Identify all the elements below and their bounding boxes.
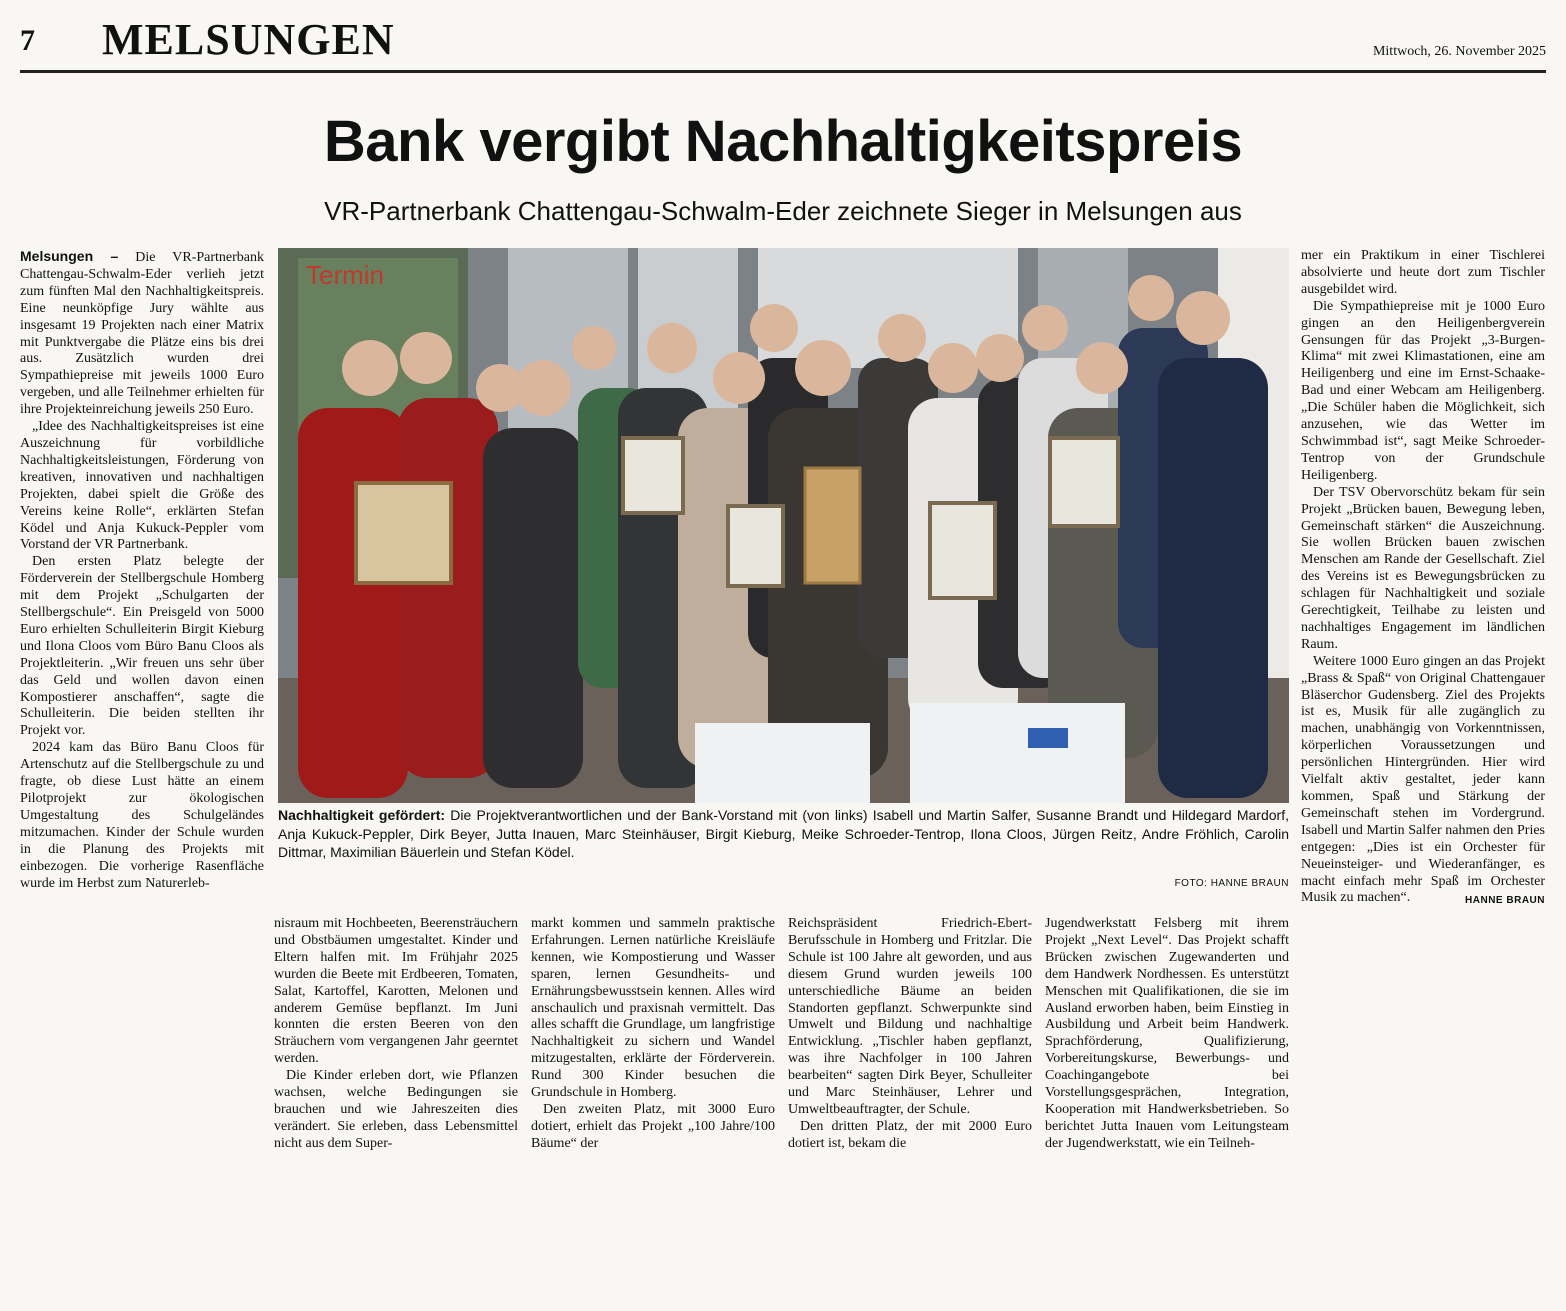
article-paragraph: Die Kinder erleben dort, wie Pflanzen wachsen, welche Bedingungen sie brauchen und wie Jahreszeiten dies verändert. Sie erleben, dass Lebensmittel nicht aus dem Super- xyxy=(274,1068,518,1151)
article-paragraph: Weitere 1000 Euro gingen an das Projekt „Brass & Spaß“ von Original Chattengauer Bläserchor Gudensberg. Ziel des Projekts ist es, Musik für alle zugänglich zu machen, unabhängig von Vorkenntnissen, körperlichen Voraussetzungen und persönlichen Hintergründen. Hier wird Vielfalt aktiv gestaltet, jeder kann kommen, Spaß und Stärkung der Gemeinschaft stehen im Vordergrund. Isabell und Martin Salfer nahmen den Pries entgegen: „Dies ist ein Orchester für Neueinsteiger- und Wiederanfänger, es macht einfach mehr Spaß im Orchester Musik zu machen“. HANNE BRAUN xyxy=(1301,654,1545,908)
article-column-4 xyxy=(788,916,1032,1290)
article-paragraph: Den dritten Platz, der mit 2000 Euro dotiert ist, bekam die xyxy=(788,1118,1032,1151)
article-paragraph: mer ein Praktikum in einer Tischlerei absolvierte und heute dort zum Tischler ausgebildet wird. xyxy=(1301,248,1545,297)
article-column-1 xyxy=(20,248,264,1290)
article-paragraph: Reichspräsident Friedrich-Ebert- Berufsschule in Homberg und Fritzlar. Die Schule ist 100 Jahre alt geworden, und aus diesem Grund wurden jeweils 100 unterschiedliche Bäume an beiden Standorten gepflanzt. Schwerpunkte sind Umwelt und Bildung und nachhaltige Entwicklung. „Tischler haben gepflanzt, was ihre Nachfolger in 100 Jahren bearbeiten“ sagten Dirk Beyer, Schulleiter und Marc Steinhäuser, Lehrer und Umweltbeauftragter, der Schule. xyxy=(788,916,1032,1117)
group-photo-illustration xyxy=(278,248,1289,803)
group-photo xyxy=(278,248,1289,803)
masthead-rule xyxy=(20,70,1546,73)
caption-lead: Nachhaltigkeit gefördert: xyxy=(278,807,446,823)
article-column-3 xyxy=(531,916,775,1290)
photo-credit: FOTO: HANNE BRAUN xyxy=(1174,878,1289,889)
article-column-5 xyxy=(1045,916,1289,1290)
section-title: MELSUNGEN xyxy=(102,15,395,64)
article-paragraph: Melsungen – Die VR-Partnerbank Chattengau-Schwalm-Eder verlieh jetzt zum fünften Mal den Nachhaltigkeitspreis. Eine neunköpfige Jury wählte aus insgesamt 19 Projekten nach einer Matrix mit Punktvergabe die Plätze eins bis drei aus. Zusätzlich wurden drei Sympathiepreise mit jeweils 1000 Euro vergeben, und alle Teilnehmer erhielten für ihre Projekteinreichung jeweils 250 Euro. xyxy=(20,248,264,418)
article-paragraph: nisraum mit Hochbeeten, Beerensträuchern und Obstbäumen umgestaltet. Kinder und Eltern halfen mit. Im Frühjahr 2025 wurden die Beete mit Erdbeeren, Tomaten, Salat, Kartoffel, Karotten, Melonen und anderem Gemüse bepflanzt. Im Juni konnten die ersten Beeren von den Sträuchern vom vergangenen Jahr geerntet werden. xyxy=(274,916,518,1067)
article-paragraph: Der TSV Obervorschütz bekam für sein Projekt „Brücken bauen, Bewegung leben, Gemeinschaft stärken“ die Auszeichnung. Sie wollen Brücken bauen zwischen Menschen am Rande der Gesellschaft. Ziel des Vereins ist es Bewegungsbrücken zu schlagen für Nachhaltigkeit und soziale Gerechtigkeit, Teilhabe zu leisten und nachhaltiges Engagement im ländlichen Raum. xyxy=(1301,484,1545,652)
article-paragraph: 2024 kam das Büro Banu Cloos für Artenschutz auf die Stellbergschule zu und fragte, ob diese Lust hätte an einem Pilotprojekt zur ökologischen Umgestaltung des Schulgeländes mitzumachen. Kinder der Schule wurden in die Planung des Projekts mit einbezogen. Die vorherige Rasenfläche wurde im Herbst zum Naturerleb- xyxy=(20,740,264,891)
article-paragraph: Den ersten Platz belegte der Förderverein der Stellbergschule Homberg mit dem Projekt „Schulgarten der Stellbergschule“. Ein Preisgeld von 5000 Euro erhielten Schulleiterin Birgit Kieburg und Ilona Cloos vom Büro Banu Cloos als Projektleiterin. „Wir freuen uns sehr über das Geld und wollen davon einen Kompostierer anschaffen“, sagte die Schulleiterin. Die beiden stellten ihr Projekt vor. xyxy=(20,554,264,739)
article-column-6 xyxy=(1301,248,1545,1290)
author-byline: HANNE BRAUN xyxy=(1465,895,1545,907)
article-column-2 xyxy=(274,916,518,1290)
gift-box xyxy=(695,723,870,803)
issue-date: Mittwoch, 26. November 2025 xyxy=(1372,44,1546,59)
photo-sign-text: Termin xyxy=(306,260,385,290)
article-paragraph: Den zweiten Platz, mit 3000 Euro dotiert, erhielt das Projekt „100 Jahre/100 Bäume“ der xyxy=(531,1101,775,1151)
article-paragraph: markt kommen und sammeln praktische Erfahrungen. Lernen natürliche Kreisläufe kennen, wie Kompostierung und Wasser sparen, lernen Gesundheits- und Ernährungsbewusstsein kennen. Alles wird anschaulich und praxisnah vermittelt. Das alles schafft die Grundlage, um langfristige Nachhaltigkeit zu sichern und Wandel mitzugestalten, erklärte der Förderverein. Rund 300 Kinder besuchen die Grundschule in Homberg. xyxy=(531,916,775,1101)
article-paragraph: Jugendwerkstatt Felsberg mit ihrem Projekt „Next Level“. Das Projekt schafft Brücken zwischen Zugewanderten und dem Handwerk Nordhessen. Es unterstützt Menschen mit Qualifikationen, die sie im Ausland erworben haben, beim Einstieg in Ausbildung und Arbeit beim Handwerk. Sprachförderung, Qualifizierung, Vorbereitungskurse, Bewerbungs- und Coachingangebote bei Vorstellungsgesprächen, Integration, Kooperation mit Handwerksbetrieben. So berichtet Jutta Inauen vom Leitungsteam der Jugendwerkstatt, wie ein Teilneh- xyxy=(1045,916,1289,1151)
headline: Bank vergibt Nachhaltigkeitspreis xyxy=(323,109,1243,174)
article-paragraph: „Idee des Nachhaltigkeitspreises ist eine Auszeichnung für vorbildliche Nachhaltigkeitsleistungen, Förderung von kreativen, innovativen und nachhaltigen Projekten, dabei spielt die Größe des Vereins keine Rolle“, erklärten Stefan Ködel und Anja Kukuck-Peppler vom Vorstand der VR Partnerbank. xyxy=(20,419,264,553)
subheadline: VR-Partnerbank Chattengau-Schwalm-Eder zeichnete Sieger in Melsungen aus xyxy=(324,196,1242,226)
gift-box xyxy=(910,703,1125,803)
page-number: 7 xyxy=(20,24,35,57)
dateline: Melsungen – xyxy=(20,248,119,264)
caption-text: Die Projektverantwortlichen und der Bank-Vorstand mit (von links) Isabell und Martin Salfer, Susanne Brandt und Hildegard Mardorf, Anja Kukuck-Peppler, Dirk Beyer, Jutta Inauen, Marc Steinhäuser, Birgit Kieburg, Meike Schroeder-Tentrop, Ilona Cloos, Jürgen Reitz, Andre Fröhlich, Carolin Dittmar, Maximilian Bäuerlein und Stefan Ködel. xyxy=(278,807,1289,860)
masthead xyxy=(20,12,1546,70)
photo-caption xyxy=(278,806,1289,862)
article-paragraph: Die Sympathiepreise mit je 1000 Euro gingen an den Heiligenbergverein Gensungen für das Projekt „3-Burgen-Klima“ mit zwei Klimastationen, eine am Heiligenberg und eine im Ernst-Schaake-Bad und einer Webcam am Heiligenberg. „Die Schüler haben die Möglichkeit, sich anzusehen, wie das Wetter im Schwimmbad ist“, sagt Meike Schroeder-Tentrop von der Grundschule Heiligenberg. xyxy=(1301,298,1545,483)
